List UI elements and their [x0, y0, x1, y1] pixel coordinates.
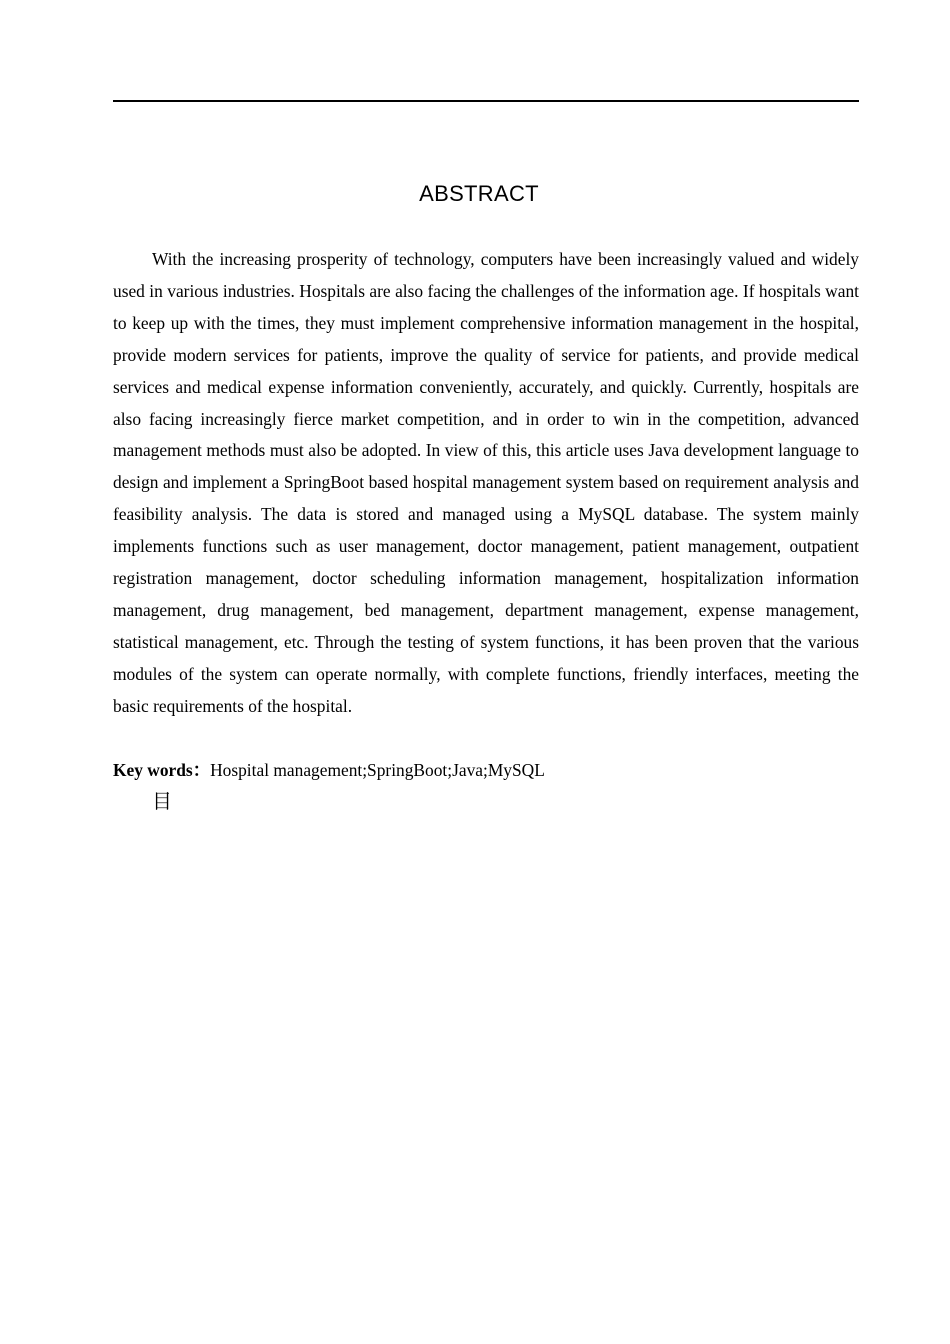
- abstract-title: ABSTRACT: [419, 181, 539, 206]
- abstract-body: With the increasing prosperity of technology, computers have been increasingly valued and widely used in various industries. Hospitals are also facing the challenges of the information age. If hospitals want to keep up with the times, they must implement comprehensive information management in the hospital, provide modern services for patients, improve the quality of service for patients, and provide medical services and medical expense information conveniently, accurately, and quickly. Currently, hospitals are also facing increasingly fierce market competition, and in order to win in the competition, advanced management methods must also be adopted. In view of this, this article uses Java development language to design and implement a SpringBoot based hospital management system based on requirement analysis and feasibility analysis. The data is stored and managed using a MySQL database. The system mainly implements functions such as user management, doctor management, patient management, outpatient registration management, doctor scheduling information management, hospitalization information management, drug management, bed management, department management, expense management, statistical management, etc. Through the testing of system functions, it has been proven that the various modules of the system can operate normally, with complete functions, friendly interfaces, meeting the basic requirements of the hospital.: [113, 249, 859, 716]
- toc-heading-fragment: 目: [152, 789, 172, 813]
- keywords-line: [113, 755, 859, 787]
- keywords-value: Hospital management;SpringBoot;Java;MySQL: [210, 760, 545, 780]
- keywords-label: Key words：: [113, 760, 211, 780]
- header-rule: [113, 100, 859, 102]
